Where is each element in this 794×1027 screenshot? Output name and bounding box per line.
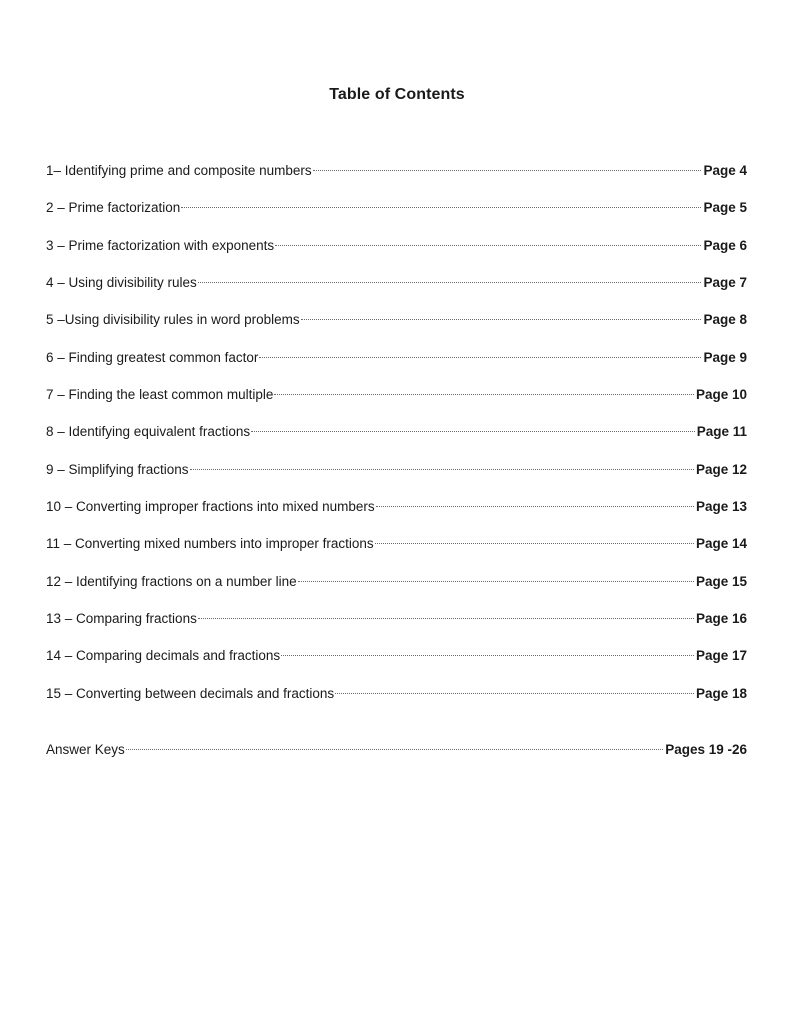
dot-leader [198, 618, 694, 619]
toc-entry [46, 309, 747, 346]
dot-leader [259, 357, 701, 358]
toc-entry-page: Page 14 [695, 536, 747, 552]
toc-entry-label: 6 – Finding greatest common factor [46, 349, 259, 365]
toc-entry-page: Page 4 [703, 163, 747, 178]
toc-entry-label: 7 – Finding the least common multiple [46, 386, 274, 402]
toc-entry-label: 10 – Converting improper fractions into mixed numbers [46, 498, 375, 514]
toc-entry-page: Page 10 [695, 386, 747, 402]
dot-leader [301, 319, 702, 320]
dot-leader [313, 170, 702, 171]
toc-entry-page: Page 16 [695, 610, 747, 626]
toc-entry-page: Pages 19 -26 [665, 741, 747, 757]
toc-entry-page: Page 12 [695, 461, 747, 477]
dot-leader [275, 245, 701, 246]
toc-entry-page: Page 8 [703, 312, 747, 328]
dot-leader [281, 655, 694, 656]
dot-leader [274, 394, 694, 395]
toc-entry [46, 608, 747, 645]
toc-entry-page: Page 9 [703, 349, 747, 365]
dot-leader [335, 693, 694, 694]
toc-entry [46, 459, 747, 496]
toc-entry-label: 9 – Simplifying fractions [46, 461, 189, 477]
dot-leader [190, 469, 694, 470]
toc-entry-page: Page 5 [703, 200, 747, 216]
toc-entry-page: Page 7 [703, 274, 747, 290]
toc-entry-page: Page 6 [703, 237, 747, 253]
toc-entry-page: Page 18 [695, 685, 747, 701]
toc-entry [46, 496, 747, 533]
toc-entry-label: 4 – Using divisibility rules [46, 274, 197, 290]
toc-entry-label: 14 – Comparing decimals and fractions [46, 648, 281, 664]
dot-leader [181, 207, 701, 208]
dot-leader [198, 282, 702, 283]
page-title: Table of Contents [329, 86, 465, 103]
toc-entry [46, 421, 747, 458]
toc-entry-label: 11 – Converting mixed numbers into improper fractions [46, 536, 374, 552]
toc-entry-label: 15 – Converting between decimals and fractions [46, 685, 335, 701]
toc-list [46, 160, 747, 776]
toc-entry [46, 347, 747, 384]
dot-leader [251, 431, 695, 432]
toc-entry-label: 5 –Using divisibility rules in word problems [46, 312, 300, 328]
toc-entry [46, 235, 747, 272]
toc-entry-label: 8 – Identifying equivalent fractions [46, 424, 251, 440]
toc-entry [46, 160, 747, 197]
dot-leader [298, 581, 694, 582]
toc-entry-label: 3 – Prime factorization with exponents [46, 237, 275, 253]
toc-entry-label: Answer Keys [46, 741, 125, 757]
toc-entry-label: 1– Identifying prime and composite numbers [46, 163, 312, 178]
toc-entry-page: Page 17 [695, 648, 747, 664]
toc-entry [46, 197, 747, 234]
toc-entry-page: Page 13 [695, 498, 747, 514]
toc-entry-answer-keys [46, 739, 747, 776]
dot-leader [375, 543, 694, 544]
dot-leader [376, 506, 694, 507]
toc-entry [46, 645, 747, 682]
toc-entry-page: Page 11 [696, 424, 747, 440]
dot-leader [126, 749, 663, 750]
toc-entry [46, 272, 747, 309]
toc-entry [46, 384, 747, 421]
toc-entry-page: Page 15 [695, 573, 747, 589]
toc-entry-label: 13 – Comparing fractions [46, 610, 197, 626]
toc-entry [46, 571, 747, 608]
toc-entry [46, 533, 747, 570]
toc-entry-label: 12 – Identifying fractions on a number line [46, 573, 297, 589]
toc-entry-label: 2 – Prime factorization [46, 200, 181, 216]
toc-entry [46, 683, 747, 720]
